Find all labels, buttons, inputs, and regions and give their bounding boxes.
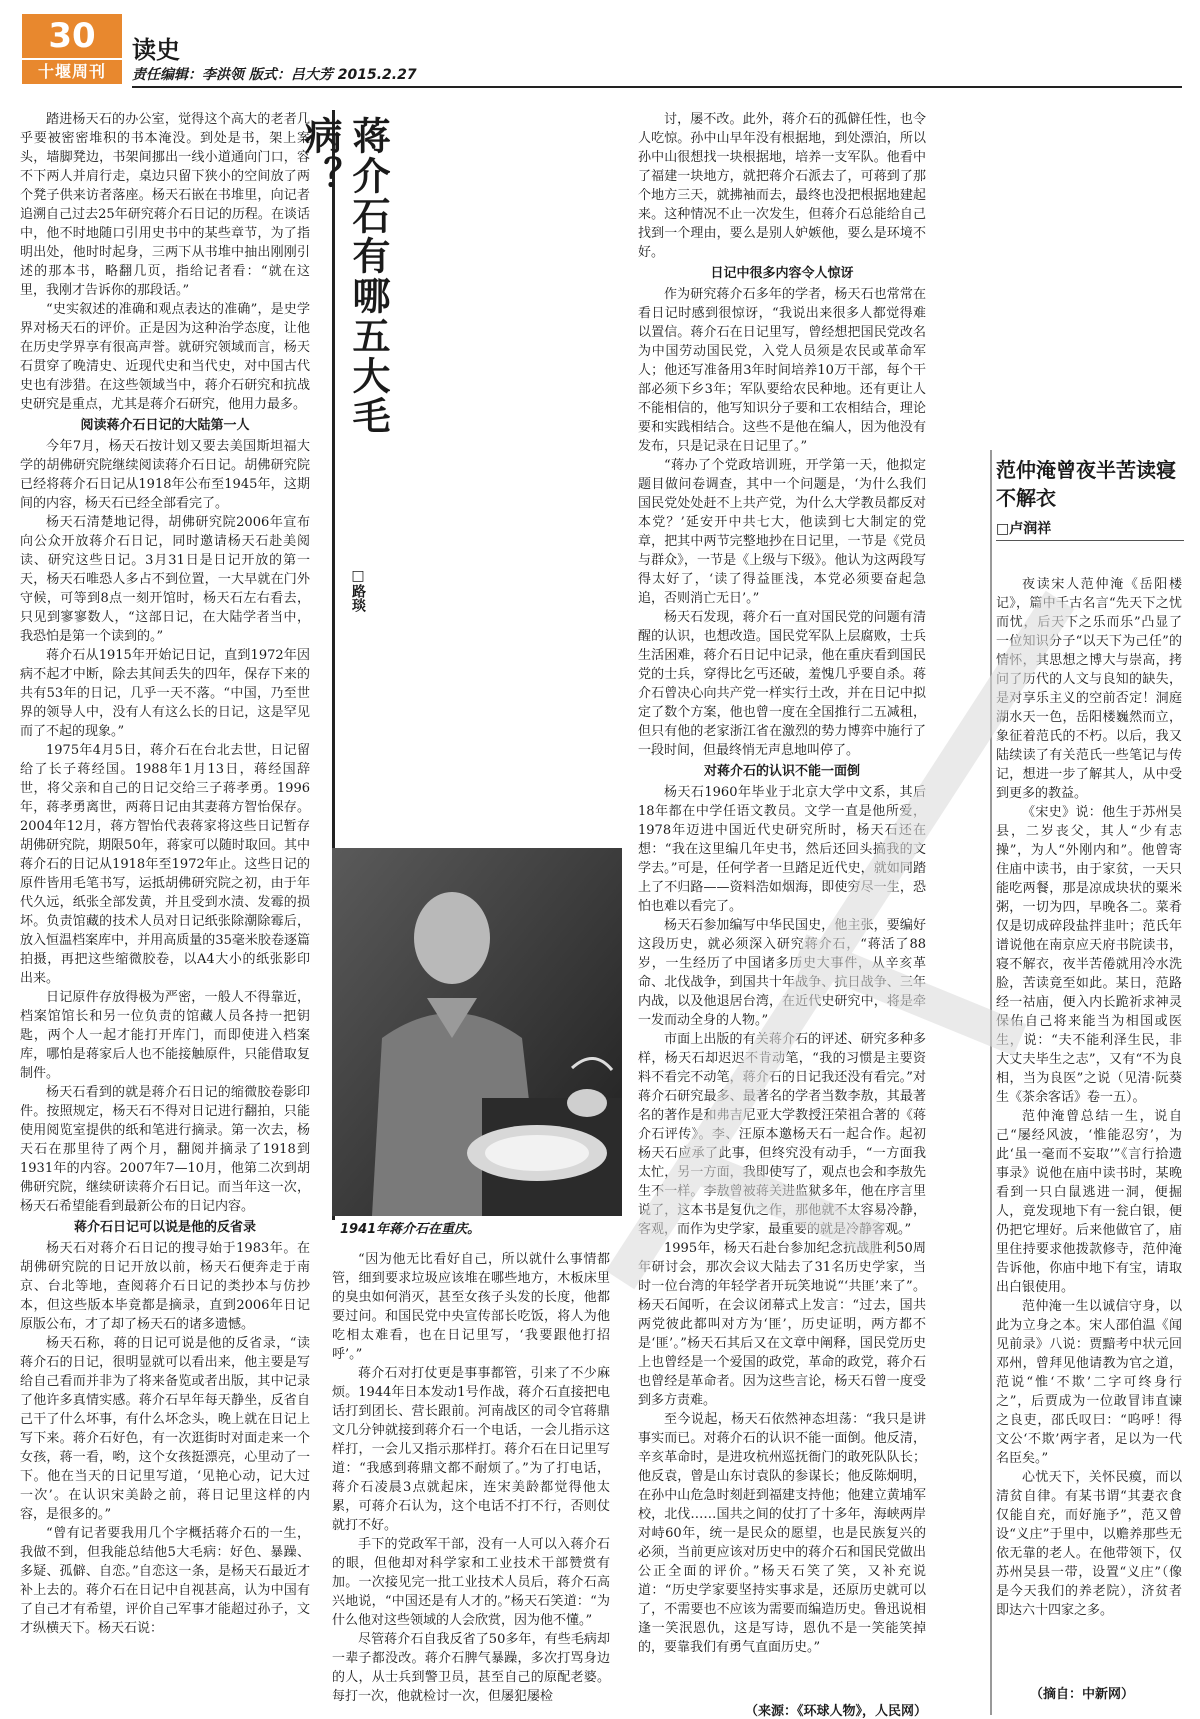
article-title: 蒋介石有哪五大毛病？ xyxy=(298,116,391,436)
photo-caption: 1941年蒋介石在重庆。 xyxy=(340,1222,481,1237)
paragraph: 至今说起，杨天石依然神态坦荡：“我只是讲事实而已。对蒋介石的认识不能一面倒。他反清，辛亥革命时，是进攻杭州巡抚衙门的敢死队队长；他反袁，曾是山东讨袁队的参谋长；他反陈炯明，在孙中山危急时刻赶到福建支持他；他建立黄埔军校，北伐……国共之间的仗打了十多年，海峡两岸对峙60年，统一是民众的愿望，也是民族复兴的必须，当前更应该对历史中的蒋介石和国民党做出公正全面的评价。”杨天石笑了笑，又补充说道：“历史学家要坚持实事求是，还原历史就可以了，不需要也不应该为需要而编造历史。鲁迅说相逢一笑泯恩仇，这是写诗，恩仇不是一笑能笑掉的，要靠我们有勇气直面历史。” xyxy=(638,1412,926,1655)
editor-line: 责任编辑：李洪领 版式：吕大芳 2015.2.27 xyxy=(132,67,417,83)
paragraph: 市面上出版的有关蒋介石的评述、研究多种多样，杨天石却迟迟不肯动笔，“我的习惯是主要资料不看完不动笔，蒋介石的日记我还没有看完。”对蒋介石研究最多、最著名的学者当数李敖，其最著名的著作是和弗吉尼亚大学教授汪荣祖合著的《蒋介石评传》。李、汪原本邀杨天石一起合作。起初杨天石应承了此事，但终究没有动手，“一方面我太忙，另一方面，我即使写了，观点也会和李敖先生不一样。李敖曾被蒋关进监狱多年，他在序言里说了，这本书是复仇之作，那他就不太容易冷静，客观，而作为史学家，最重要的就是冷静客观。” xyxy=(638,1032,926,1237)
paragraph: “因为他无比看好自己，所以就什么事情都管，细到要求垃圾应该堆在哪些地方，木板床里的臭虫如何消灭，甚至女孩子头发的长度，他都要过问。和国民党中央宣传部长吃饭，将人为他吃相太难看，也在日记里写，‘我要跟他打招呼’。” xyxy=(332,1252,610,1362)
paragraph: 今年7月，杨天石按计划又要去美国斯坦福大学的胡佛研究院继续阅读蒋介石日记。胡佛研究院已经将蒋介石日记从1918年公布至1945年，这期间的内容，杨天石已经全部看完了。 xyxy=(20,439,310,511)
paragraph: 杨天石发现，蒋介石一直对国民党的问题有清醒的认识，也想改造。国民党军队上层腐败，士兵生活困难，蒋介石日记中记录，他在重庆看到国民党的士兵，穿得比乞丐还破，羞愧几乎要自杀。蒋介石曾决心向共产党一样实行土改，并在日记中拟定了数个方案，他也曾一度在全国推行二五减租，但只有他的老家浙江省在激烈的势力博弈中施行了一段时间，但最终悄无声息地叫停了。 xyxy=(638,610,926,758)
subheading: 蒋介石日记可以说是他的反省录 xyxy=(73,1220,256,1235)
paragraph: 杨天石清楚地记得，胡佛研究院2006年宣布向公众开放蒋介石日记，同时邀请杨天石赴美阅读、研究这些日记。3月31日是日记开放的第一天，杨天石唯恐人多占不到位置，一大早就在门外守候，可等到8点一刻开馆时，杨天石左右看去，只见到寥寥数人，“这部日记，在大陆学者当中，我恐怕是第一个读到的。” xyxy=(20,515,310,644)
paragraph: 蒋介石从1915年开始记日记，直到1972年因病不起才中断，除去其间丢失的四年，保存下来的共有53年的日记，几乎一天不落。“中国，乃至世界的领导人中，没有人有这么长的日记，这是罕见而了不起的现象。” xyxy=(20,648,310,739)
paragraph: “曾有记者要我用几个字概括蒋介石的一生，我做不到，但我能总结他5大毛病：好色、暴躁、多疑、孤僻、自恋。”自恋这一条，是杨天石最近才补上去的。蒋介石在日记中自视甚高，认为中国有了自己才有希望，评价自己军事才能超过孙子，文才纵横天下。杨天石说： xyxy=(20,1526,310,1636)
paragraph: 范仲淹曾总结一生，说自己“屡经风波，‘惟能忍穷’，为此‘虽一毫而不妄取’”《言行拾遗事录》说他在庙中读书时，某晚看到一只白鼠逃进一洞，便掘人，竟发现地下有一瓮白银，便仍把它埋好。后来他做官了，庙里住持要求他拨款修寺，范仲淹告诉他，你庙中地下有宝，请取出白银使用。 xyxy=(996,1109,1182,1295)
paragraph: 1975年4月5日，蒋介石在台北去世，日记留给了长子蒋经国。1988年1月13日，蒋经国辞世，将父亲和自己的日记交给三子蒋孝勇。1996年，蒋孝勇离世，两蒋日记由其妻蒋方智怡保存。2004年12月，蒋方智怡代表蒋家将这些日记暂存胡佛研究院，期限50年，蒋家可以随时取回。其中蒋介石的日记从1918年至1972年止。这些日记的原件皆用毛笔书写，运抵胡佛研究院之初，由于年代久远，纸张全部发黄，并且受到水渍、发霉的损坏。负责馆藏的技术人员对日记纸张除潮除霉后，放入恒温档案库中，并用高质量的35毫米胶卷逐篇拍摄，再把这些缩微胶卷，以A4大小的纸张影印出来。 xyxy=(20,743,310,986)
sidebar-column xyxy=(996,575,1182,1695)
paragraph: 杨天石称，蒋的日记可说是他的反省录，“读蒋介石的日记，很明显就可以看出来，他主要是写给自己看而并非为了将来备览或者出版，其中记录了他许多真情实感。蒋介石早年每天静坐，反省自己干了什么坏事，有什么坏念头，晚上就在日记上写下来。蒋介石好色，有一次逛街时对面走来一个女孩，蒋一看，哟，这个女孩挺漂亮，心里动了一下。他在当天的日记里写道，‘见艳心动，记大过一次’。在认识宋美龄之前，蒋日记里这样的内容，是很多的。” xyxy=(20,1336,310,1522)
paragraph: 杨天石看到的就是蒋介石日记的缩微胶卷影印件。按照规定，杨天石不得对日记进行翻拍，只能使用阅览室提供的纸和笔进行摘录。第一次去，杨天石在那里待了两个月，翻阅并摘录了1918到1931年的内容。2007年7—10月，他第二次到胡佛研究院，继续研读蒋介石日记。而当年这一次，杨天石希望能看到最新公布的日记内容。 xyxy=(20,1085,310,1214)
paragraph: “蒋办了个党政培训班，开学第一天，他拟定题目做问卷调查，其中一个问题是，‘为什么我们国民党处处赶不上共产党，为什么大学教员都反对本党？’延安开中共七大，他读到七大制定的党章，把其中两节完整地抄在日记里，一节是《党员与群众》，一节是《上级与下级》。他认为这两段写得太好了，‘读了得益匪浅，本党必须要奋起急追，否则消亡无日’。” xyxy=(638,458,926,606)
header-rule xyxy=(132,86,1182,88)
paragraph: 杨天石对蒋介石日记的搜寻始于1983年。在胡佛研究院的日记开放以前，杨天石便奔走于南京、台北等地，查阅蒋介石日记的类抄本与仿抄本，但这些版本毕竟都是摘录，直到2006年日记原版公布，才了却了杨天石的诸多遗憾。 xyxy=(20,1241,310,1332)
sidebar-rule xyxy=(996,540,1184,541)
article-source: （来源：《环球人物》，人民网） xyxy=(745,1704,928,1719)
paragraph: 范仲淹一生以诚信守身，以此为立身之本。宋人邵伯温《闻见前录》八说：贾黯考中状元回邓州，曾拜见他请教为官之道，范说“惟‘不欺’二字可终身行之”，后贾成为一位敢冒讳直谏之良吏，邵氏叹曰：“呜呼！得文公‘不欺’两字者，足以为一代名臣矣。” xyxy=(996,1299,1182,1466)
portrait-image xyxy=(332,848,622,1216)
paragraph: 尽管蒋介石自我反省了50多年，有些毛病却一辈子都没改。蒋介石脾气暴躁，多次打骂身边的人，从士兵到警卫员，甚至自己的原配老婆。每打一次，他就检讨一次，但屡犯屡检 xyxy=(332,1632,610,1704)
paragraph: 杨天石1960年毕业于北京大学中文系，其后18年都在中学任语文教员。文学一直是他所爱，1978年迈进中国近代史研究所时，杨天石还在想：“我在这里编几年史书，然后还回头搞我的文学去。”可是，任何学者一旦踏足近代史，就如同踏上了不归路——资料浩如烟海，即使穷尽一生，恐怕也难以看完了。 xyxy=(638,785,926,914)
paragraph: 踏进杨天石的办公室，觉得这个高大的老者几乎要被密密堆积的书本淹没。到处是书，架上案头，墙脚凳边，书架间挪出一线小道通向门口，容不下两人并肩行走，桌边只留下狭小的空间放了两个凳子供来访者落座。杨天石嵌在书堆里，向记者追溯自己过去25年研究蒋介石日记的历程。在谈话中，他不时地随口引用史书中的某些章节，为了指明出处，他时时起身，三两下从书堆中抽出刚刚引述的那本书，略翻几页，指给记者看：“就在这里，我刚才告诉你的那段话。” xyxy=(20,112,310,298)
paragraph: 夜读宋人范仲淹《岳阳楼记》，篇中千古名言“先天下之忧而忧，后天下之乐而乐”凸显了一位知识分子“以天下为己任”的情怀，其思想之博大与崇高，拷问了历代的人文与良知的缺失，是对享乐主义的空前否定！洞庭湖水天一色，岳阳楼巍然而立，象征着范氏的不朽。以后，我又陆续读了有关范氏一些笔记与传记，想进一步了解其人，从中受到更多的教益。 xyxy=(996,577,1182,801)
subheading: 日记中很多内容令人惊讶 xyxy=(710,266,854,281)
paragraph: 心忧天下，关怀民瘼，而以清贫自律。有某书谓“其妻衣食仅能自充，而好施予”，范又曾设“义庄”于里中，以赡养那些无依无靠的老人。在他带领下，仅苏州吴县一带，设置“义庄”（像是今天我们的养老院），济贫者即达六十四家之多。 xyxy=(996,1470,1182,1618)
paragraph: 日记原件存放得极为严密，一般人不得靠近，档案馆馆长和另一位负责的馆藏人员各持一把钥匙，两个人一起才能打开库门，而即使进入档案库，哪怕是蒋家后人也不能接触原件，只能借取复制件。 xyxy=(20,990,310,1081)
paragraph: 作为研究蒋介石多年的学者，杨天石也常常在看日记时感到很惊讶，“我说出来很多人都觉得难以置信。蒋介石在日记里写，曾经想把国民党改名为中国劳动国民党，入党人员须是农民或革命军人；他还写准备用3年时间培养10万干部，每个干部必须下乡3年；军队要给农民种地。还有更让人不能相信的，他写知识分子要和工农相结合，理论要和实践相结合。这些不是他在编人，因为他没有发布，只是记录在日记里了。” xyxy=(638,287,926,454)
paragraph: 蒋介石对打仗更是事事都管，引来了不少麻烦。1944年日本发动1号作战，蒋介石直接把电话打到团长、营长跟前。河南战区的司令官蒋鼎文几分钟就接到蒋介石一个电话，一会儿指示这样打，一会儿又指示那样打。蒋介石在日记里写道：“我感到蒋鼎文都不耐烦了。”为了打电话，蒋介石凌晨3点就起床，连宋美龄都觉得他太累，可蒋介石认为，这个电话不打不行，否则仗就打不好。 xyxy=(332,1366,610,1533)
section-title: 读史 xyxy=(132,35,180,64)
subheading: 对蒋介石的认识不能一面倒 xyxy=(703,764,860,779)
sidebar-author: □卢润祥 xyxy=(996,521,1052,537)
sidebar-title: 范仲淹曾夜半苦读寝不解衣 xyxy=(996,458,1176,510)
article-photo xyxy=(332,848,622,1216)
subheading: 阅读蒋介石日记的大陆第一人 xyxy=(80,418,250,433)
page-number: 30 xyxy=(22,14,122,58)
page-badge xyxy=(22,14,122,84)
paragraph: 1995年，杨天石赴台参加纪念抗战胜利50周年研讨会，那次会议大陆去了31名历史学家，当时一位台湾的年轻学者开玩笑地说“‘共匪’来了”。杨天石闻听，在会议闭幕式上发言：“过去，国共两党彼此都叫对方为‘匪’，历史证明，两方都不是‘匪’。”杨天石其后又在文章中阐释，国民党历史上也曾经是一个爱国的政党，革命的政党，蒋介石也曾经是革命者。因为这些言论，杨天石曾一度受到多方责难。 xyxy=(638,1241,926,1408)
article-column-3 xyxy=(638,110,926,1710)
paragraph: 《宋史》说：他生于苏州吴县，二岁丧父，其人“少有志操”，为人“外刚内和”。他曾寄住庙中读书，由于家贫，一天只能吃两餐，那是凉成块状的粟米粥，一切为四，早晚各二。菜肴仅是切成碎段盐拌韭叶；范氏年谱说他在南京应天府书院读书，寝不解衣，夜半苦倦就用冷水洗脸，苦读竟至如此。某日，范路经一祜庙，便入内长跪祈求神灵保佑自己将来能当为相国或医生，说：“夫不能利泽生民，非大丈夫毕生之志”，又有“不为良相，当为良医”之说（见清·阮葵生《茶余客话》卷一五）。 xyxy=(996,805,1182,1105)
paragraph: “史实叙述的准确和观点表达的准确”，是史学界对杨天石的评价。正是因为这种治学态度，让他在历史学界享有很高声誉。就研究领域而言，杨天石贯穿了晚清史、近现代史和当代史，对中国古代史也有涉猎。在这些领域当中，蒋介石研究和抗战史研究是重点，尤其是蒋介石研究，他用力最多。 xyxy=(20,302,310,412)
paragraph: 手下的党政军干部，没有一人可以入蒋介石的眼，但他却对科学家和工业技术干部赞赏有加。一次接见完一批工业技术人员后，蒋介石高兴地说，“中国还是有人才的。”杨天石笑道：“为什么他对这些领域的人会欣赏，因为他不懂。” xyxy=(332,1537,610,1628)
paragraph: 讨，屡不改。此外，蒋介石的孤僻任性，也令人吃惊。孙中山早年没有根据地，到处漂泊，所以孙中山很想找一块根据地，培养一支军队。他看中了福建一块地方，就把蒋介石派去了，可蒋到了那个地方三天，就拂袖而去，最终也没把根据地建起来。这种情况不止一次发生，但蒋介石总能给自己找到一个理由，要么是别人妒嫉他，要么是环境不好。 xyxy=(638,112,926,260)
article-column-2 xyxy=(332,1250,610,1705)
brand-label: 十堰周刊 xyxy=(22,60,122,84)
article-column-1 xyxy=(20,110,310,1705)
paragraph: 杨天石参加编写中华民国史，他主张，要编好这段历史，就必须深入研究蒋介石，“蒋活了88岁，一生经历了中国诸多历史大事件，从辛亥革命、北伐战争，到国共十年战争、抗日战争、三年内战，以及他退居台湾，在近代史研究中，将是牵一发而动全身的人物。” xyxy=(638,918,926,1028)
sidebar-source: （摘自：中新网） xyxy=(1030,1687,1135,1702)
article-author: □路琰 xyxy=(350,568,366,612)
